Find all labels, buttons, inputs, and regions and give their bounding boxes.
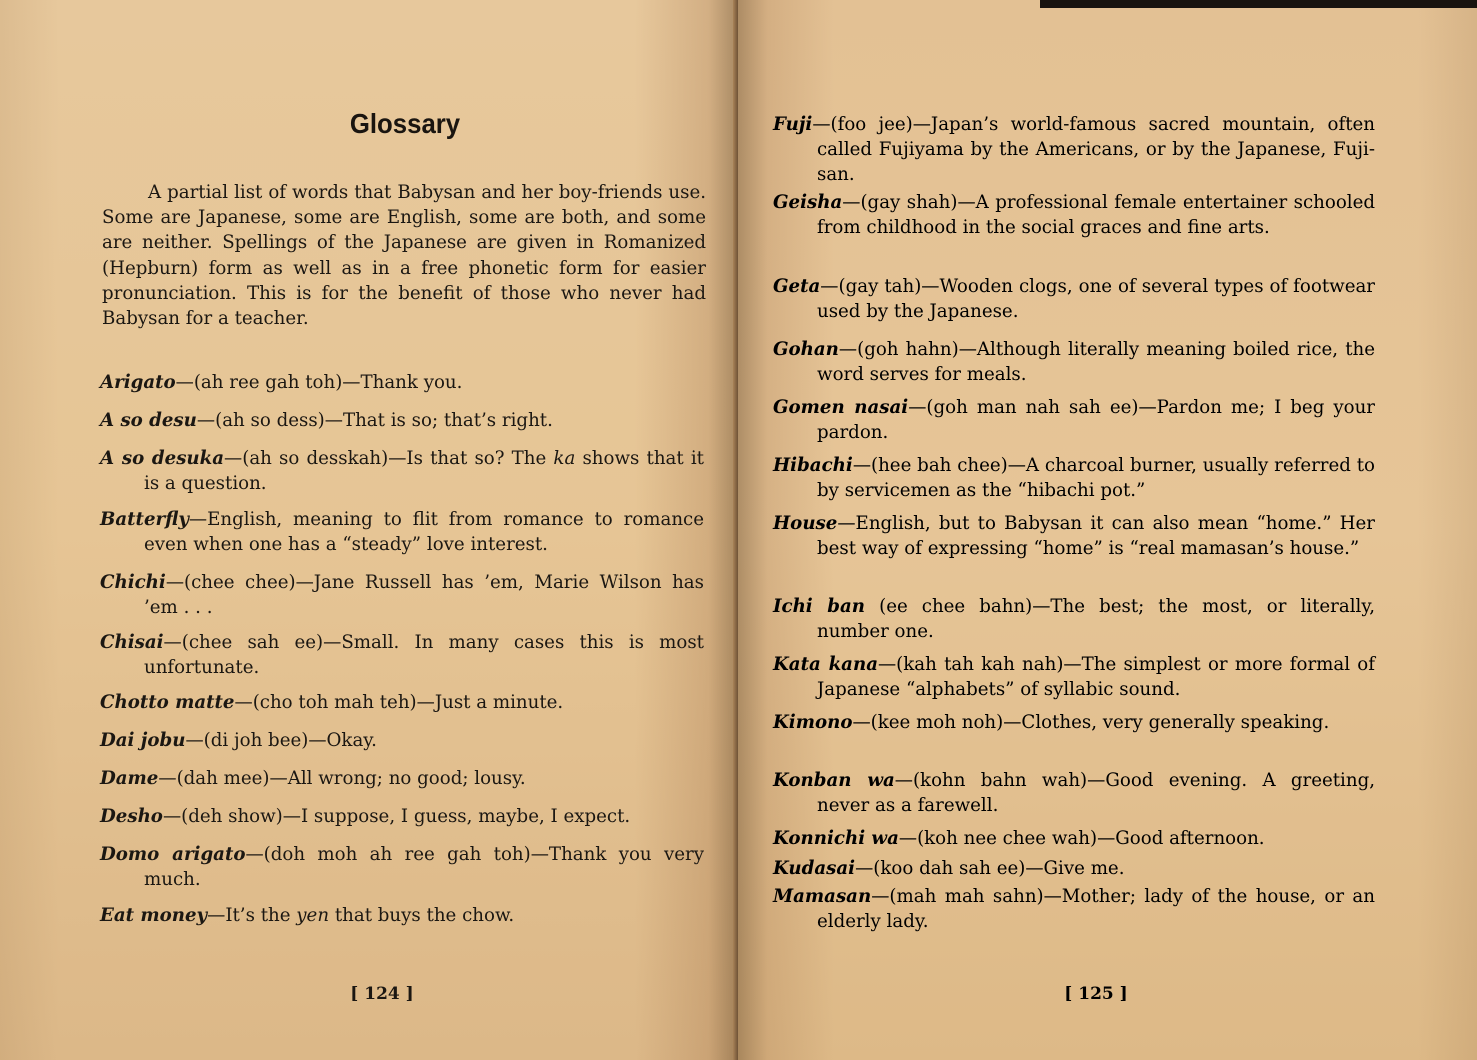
entry-term: Fuji xyxy=(773,114,813,135)
entry-definition: (deh show)—I suppose, I guess, maybe, I expect. xyxy=(181,806,631,827)
glossary-entry: Konnichi wa—(koh nee chee wah)—Good afternoon. xyxy=(773,828,1265,849)
entry-definition: (ah so desskah)—Is that so? The xyxy=(242,448,554,469)
entry-definition: (di joh bee)—Okay. xyxy=(203,730,377,751)
glossary-entry: Kimono—(kee moh noh)—Clothes, very generally speaking. xyxy=(773,712,1330,733)
glossary-entry: Kudasai—(koo dah sah ee)—Give me. xyxy=(773,858,1125,879)
glossary-entry: Eat money—It’s the yen that buys the chow. xyxy=(100,905,515,926)
entry-term: Konban wa xyxy=(773,770,895,791)
page-number: [ 124 ] xyxy=(350,984,414,1004)
entry-definition: (chee chee)—Jane Russell has ’em, Marie Wilson has ’em . . . xyxy=(144,572,704,618)
glossary-entry: Geisha—(gay shah)—A professional female entertainer schooled from childhood in the social graces and fine arts. xyxy=(773,192,1375,238)
page-number: [ 125 ] xyxy=(1064,984,1128,1004)
entry-definition: (ah so dess)—That is so; that’s right. xyxy=(215,410,553,431)
glossary-entry: Gohan—(goh hahn)—Although literally meaning boiled rice, the word serves for meals. xyxy=(773,339,1375,385)
entry-definition: (kah tah kah nah)—The simplest or more formal of Japanese “alphabets” of syllabic sound. xyxy=(817,654,1375,700)
entry-definition: shows that it is a question. xyxy=(144,448,704,494)
entry-term: Desho xyxy=(100,806,163,827)
entry-term: Domo arigato xyxy=(100,844,246,865)
entry-term: Chisai xyxy=(100,632,164,653)
entry-definition: (hee bah chee)—A charcoal burner, usually referred to by servicemen as the “hibachi pot.” xyxy=(817,455,1375,501)
entry-term: Gomen nasai xyxy=(773,397,909,418)
page-title: Glossary xyxy=(349,108,461,139)
glossary-entry: Fuji—(foo jee)—Japan’s world-famous sacred mountain, often called Fujiyama by the Americans, or by the Japanese, Fuji-san. xyxy=(773,114,1375,185)
glossary-entry: Mamasan—(mah mah sahn)—Mother; lady of the house, or an elderly lady. xyxy=(773,886,1375,932)
glossary-entry: Domo arigato—(doh moh ah ree gah toh)—Thank you very much. xyxy=(100,844,704,890)
entry-term: Chichi xyxy=(100,572,166,593)
glossary-entry: Desho—(deh show)—I suppose, I guess, maybe, I expect. xyxy=(100,806,631,827)
entry-term: Dame xyxy=(100,768,159,789)
glossary-entry: Dai jobu—(di joh bee)—Okay. xyxy=(100,730,377,751)
entry-term: Gohan xyxy=(773,339,839,360)
glossary-entry: Konban wa—(kohn bahn wah)—Good evening. A greeting, never as a farewell. xyxy=(773,770,1375,816)
entry-definition: (cho toh mah teh)—Just a minute. xyxy=(252,692,564,713)
entry-definition: (koo dah sah ee)—Give me. xyxy=(873,858,1125,879)
glossary-entry: Chotto matte—(cho toh mah teh)—Just a minute. xyxy=(100,692,564,713)
glossary-entry: Arigato—(ah ree gah toh)—Thank you. xyxy=(100,372,463,393)
entry-term: Arigato xyxy=(100,372,176,393)
entry-term: Dai jobu xyxy=(100,730,186,751)
entry-term: Geisha xyxy=(773,192,843,213)
glossary-entry: Hibachi—(hee bah chee)—A charcoal burner, usually referred to by servicemen as the “hibachi pot.” xyxy=(773,455,1375,501)
intro-paragraph: A partial list of words that Babysan and her boy-friends use. Some are Japanese, some are English, some are both, and some are neither. Spellings of the Japanese are given in Romanized (Hepburn) form as well as in a free phonetic form for easier pronunciation. This is for the benefit of those who never had Babysan for a teacher. xyxy=(102,182,706,330)
entry-term: Kudasai xyxy=(773,858,856,879)
entry-definition: (ah ree gah toh)—Thank you. xyxy=(193,372,463,393)
glossary-entry: Dame—(dah mee)—All wrong; no good; lousy. xyxy=(100,768,526,789)
entry-definition: (ee chee bahn)—The best; the most, or literally, number one. xyxy=(817,596,1375,642)
entry-term: A so desuka xyxy=(100,448,225,469)
glossary-entry: House—English, but to Babysan it can also mean “home.” Her best way of expressing “home” is “real mamasan’s house.” xyxy=(773,513,1375,559)
entry-definition: (goh man nah sah ee)—Pardon me; I beg your pardon. xyxy=(817,397,1375,443)
glossary-entry: Chisai—(chee sah ee)—Small. In many cases this is most unfortunate. xyxy=(100,632,704,678)
entry-term: Hibachi xyxy=(773,455,853,476)
glossary-entry: Batterfly—English, meaning to flit from romance to romance even when one has a “steady” love interest. xyxy=(100,509,704,555)
entry-definition-emphasis: yen xyxy=(296,905,330,926)
entry-definition: (goh hahn)—Although literally meaning boiled rice, the word serves for meals. xyxy=(817,339,1375,385)
glossary-entry: Chichi—(chee chee)—Jane Russell has ’em, Marie Wilson has ’em . . . xyxy=(100,572,704,618)
entry-definition: English, but to Babysan it can also mean “home.” Her best way of expressing “home” is “real mamasan’s house.” xyxy=(817,513,1375,559)
entry-definition: English, meaning to flit from romance to romance even when one has a “steady” love interest. xyxy=(144,509,704,555)
entry-term: Batterfly xyxy=(100,509,189,530)
entry-definition: It’s the xyxy=(225,905,297,926)
entry-definition: (chee sah ee)—Small. In many cases this is most unfortunate. xyxy=(144,632,704,678)
entry-term: Geta xyxy=(773,276,821,297)
glossary-entry: A so desu—(ah so dess)—That is so; that’s right. xyxy=(100,410,553,431)
entry-definition: (gay tah)—Wooden clogs, one of several types of footwear used by the Japanese. xyxy=(817,276,1375,322)
glossary-entry: Gomen nasai—(goh man nah sah ee)—Pardon me; I beg your pardon. xyxy=(773,397,1375,443)
scan-edge xyxy=(1040,0,1477,8)
entry-term: Ichi ban xyxy=(773,596,866,617)
entry-definition: (doh moh ah ree gah toh)—Thank you very much. xyxy=(144,844,704,890)
left-page xyxy=(0,0,738,1060)
entry-definition: (gay shah)—A professional female entertainer schooled from childhood in the social graces and fine arts. xyxy=(817,192,1375,238)
entry-definition: (kohn bahn wah)—Good evening. A greeting, never as a farewell. xyxy=(817,770,1375,816)
entry-term: Chotto matte xyxy=(100,692,235,713)
entry-definition: (mah mah sahn)—Mother; lady of the house, or an elderly lady. xyxy=(817,886,1375,932)
entry-term: A so desu xyxy=(100,410,197,431)
entry-term: Kata kana xyxy=(773,654,878,675)
entry-definition: that buys the chow. xyxy=(329,905,515,926)
entry-term: House xyxy=(773,513,838,534)
glossary-entry: Geta—(gay tah)—Wooden clogs, one of several types of footwear used by the Japanese. xyxy=(773,276,1375,322)
entry-term: Kimono xyxy=(773,712,853,733)
entry-definition: (kee moh noh)—Clothes, very generally speaking. xyxy=(870,712,1330,733)
glossary-entry: A so desuka—(ah so desskah)—Is that so? The ka shows that it is a question. xyxy=(100,448,704,494)
entry-term: Konnichi wa xyxy=(773,828,899,849)
entry-definition: (dah mee)—All wrong; no good; lousy. xyxy=(176,768,526,789)
glossary-entry xyxy=(773,594,1375,644)
entry-definition: (foo jee)—Japan’s world-famous sacred mountain, often called Fujiyama by the Americans, or by the Japanese, Fuji-san. xyxy=(817,114,1375,185)
entry-term: Eat money xyxy=(100,905,208,926)
glossary-entry: Kata kana—(kah tah kah nah)—The simplest or more formal of Japanese “alphabets” of syllabic sound. xyxy=(773,654,1375,700)
entry-term: Mamasan xyxy=(773,886,872,907)
entry-definition-emphasis: ka xyxy=(553,448,576,469)
entry-definition: (koh nee chee wah)—Good afternoon. xyxy=(917,828,1265,849)
